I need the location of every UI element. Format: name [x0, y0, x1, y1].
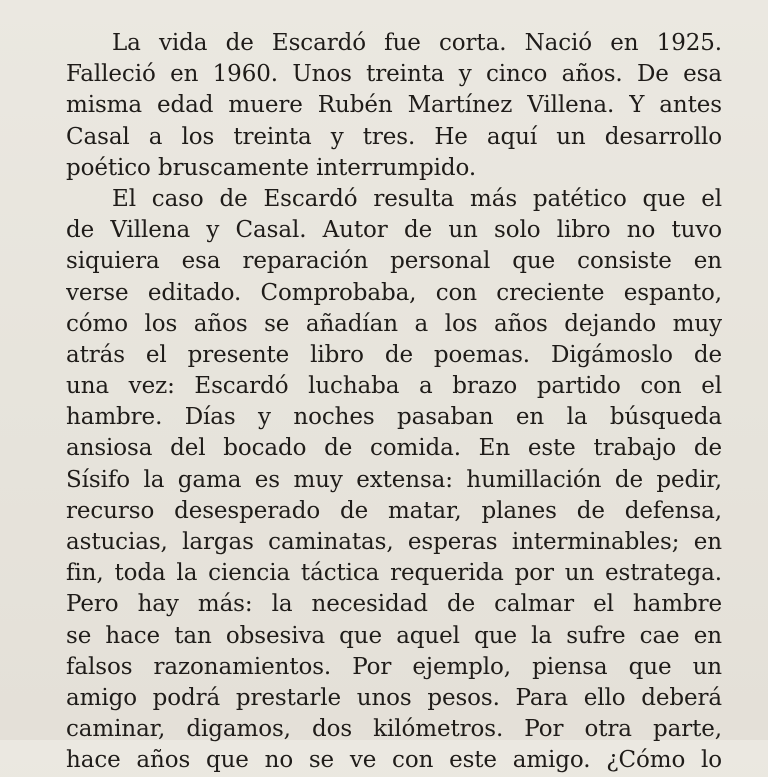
text-line: ansiosa del bocado de comida. En este trabajo de: [66, 435, 722, 462]
text-line: hace años que no se ve con este amigo. ¿Cómo lo: [66, 747, 722, 774]
text-line: astucias, largas caminatas, esperas interminables; en: [66, 529, 722, 555]
text-line: se hace tan obsesiva que aquel que la sufre cae en: [66, 622, 722, 649]
text-line: misma edad muere Rubén Martínez Villena. Y antes: [66, 92, 722, 119]
body-text: [66, 28, 722, 777]
text-line: cómo los años se añadían a los años dejando muy: [66, 310, 722, 337]
text-line: verse editado. Comprobaba, con creciente espanto,: [66, 279, 722, 306]
text-line: Falleció en 1960. Unos treinta y cinco años. De esa: [66, 61, 722, 88]
text-line: atrás el presente libro de poemas. Digámoslo de: [66, 341, 722, 368]
text-line: siquiera esa reparación personal que consiste en: [66, 248, 722, 275]
text-line: falsos razonamientos. Por ejemplo, piensa que un: [66, 653, 722, 680]
text-line: recurso desesperado de matar, planes de defensa,: [66, 497, 722, 524]
text-line: Sísifo la gama es muy extensa: humillación de pedir,: [66, 466, 722, 493]
text-line: fin, toda la ciencia táctica requerida por un estratega.: [66, 560, 722, 587]
text-line: Pero hay más: la necesidad de calmar el hambre: [66, 591, 722, 618]
text-line: de Villena y Casal. Autor de un solo libro no tuvo: [66, 217, 722, 244]
text-line: El caso de Escardó resulta más patético que el: [112, 185, 722, 212]
text-line: caminar, digamos, dos kilómetros. Por otra parte,: [66, 716, 722, 743]
text-line: La vida de Escardó fue corta. Nació en 1925.: [112, 30, 722, 56]
text-line: poético bruscamente interrumpido.: [66, 154, 477, 181]
paragraph-1: [66, 28, 722, 184]
text-line: hambre. Días y noches pasaban en la búsqueda: [66, 404, 722, 431]
text-line: Casal a los treinta y tres. He aquí un desarrollo: [66, 123, 722, 150]
text-line: una vez: Escardó luchaba a brazo partido con el: [66, 373, 722, 400]
paragraph-2: [66, 184, 722, 777]
text-line: amigo podrá prestarle unos pesos. Para ello deberá: [66, 684, 722, 711]
